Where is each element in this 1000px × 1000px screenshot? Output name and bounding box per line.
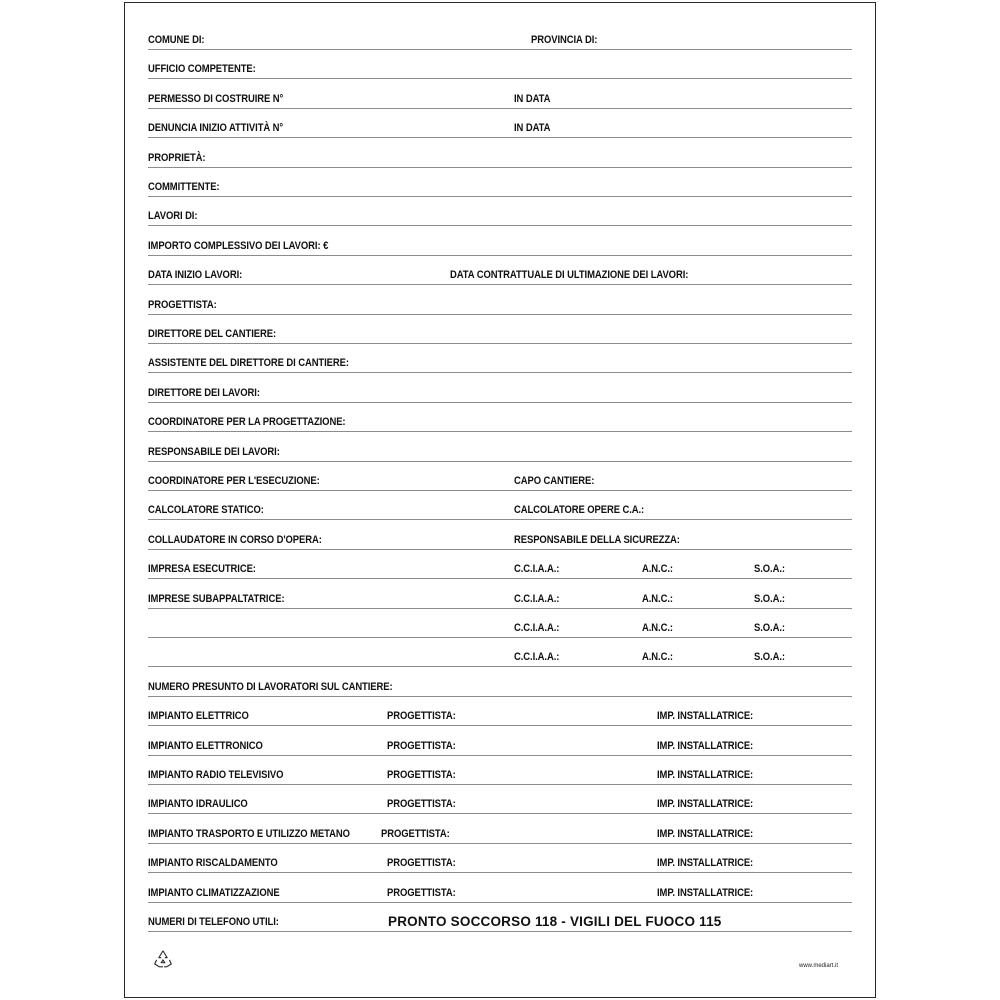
- form-row: [148, 795, 852, 814]
- field-label: CALCOLATORE STATICO:: [148, 504, 264, 517]
- form-row: [148, 825, 852, 844]
- field-label: RESPONSABILE DELLA SICUREZZA:: [514, 533, 680, 546]
- field-label: PERMESSO DI COSTRUIRE N°: [148, 92, 284, 105]
- phone-label: NUMERI DI TELEFONO UTILI:: [148, 916, 279, 928]
- field-label: C.C.I.A.A.:: [514, 622, 560, 634]
- field-label: IMP. INSTALLATRICE:: [657, 827, 754, 840]
- form-row: [148, 60, 852, 79]
- field-label: PROGETTISTA:: [387, 739, 456, 752]
- form-row: [148, 384, 852, 403]
- field-label: IMPIANTO CLIMATIZZAZIONE: [148, 886, 280, 899]
- form-row: [148, 266, 852, 285]
- form-row: [148, 413, 852, 432]
- form-row: [148, 90, 852, 109]
- field-label: PROGETTISTA:: [381, 827, 450, 840]
- form-row: [148, 737, 852, 756]
- field-label: S.O.A.:: [754, 622, 785, 634]
- field-label: DENUNCIA INIZIO ATTIVITÀ N°: [148, 122, 284, 135]
- field-label: IMP. INSTALLATRICE:: [657, 710, 754, 723]
- field-label: COMMITTENTE:: [148, 181, 220, 193]
- field-label: ASSISTENTE DEL DIRETTORE DI CANTIERE:: [148, 357, 349, 370]
- form-row: [148, 149, 852, 168]
- field-label: LAVORI DI:: [148, 210, 198, 223]
- field-label: C.C.I.A.A.:: [514, 563, 560, 576]
- field-label: PROVINCIA DI:: [531, 34, 598, 46]
- field-label: DIRETTORE DEI LAVORI:: [148, 386, 260, 399]
- field-label: RESPONSABILE DEI LAVORI:: [148, 445, 280, 458]
- field-label: DATA CONTRATTUALE DI ULTIMAZIONE DEI LAVORI:: [450, 269, 689, 282]
- field-label: IMPRESA ESECUTRICE:: [148, 563, 256, 576]
- field-label: A.N.C.:: [642, 592, 673, 605]
- field-label: PROGETTISTA:: [387, 769, 456, 781]
- field-label: PROGETTISTA:: [148, 298, 217, 311]
- form-row: [148, 884, 852, 903]
- form-row: [148, 531, 852, 550]
- field-label: IMP. INSTALLATRICE:: [657, 769, 754, 781]
- form-row: [148, 766, 852, 785]
- field-label: PROPRIETÀ:: [148, 151, 206, 164]
- field-label: A.N.C.:: [642, 563, 673, 576]
- field-label: PROGETTISTA:: [387, 886, 456, 899]
- field-label: S.O.A.:: [754, 563, 785, 576]
- field-label: IMP. INSTALLATRICE:: [657, 739, 754, 752]
- form-row: [148, 178, 852, 197]
- form-row: [148, 237, 852, 256]
- emergency-numbers-row: [148, 913, 852, 932]
- field-label: CAPO CANTIERE:: [514, 475, 595, 487]
- field-label: COMUNE DI:: [148, 34, 205, 46]
- form-row: [148, 119, 852, 138]
- field-label: IMPIANTO IDRAULICO: [148, 798, 248, 811]
- field-label: IMPIANTO RADIO TELEVISIVO: [148, 769, 284, 781]
- form-row: [148, 472, 852, 491]
- field-label: A.N.C.:: [642, 651, 673, 664]
- field-label: IMPIANTO ELETTRONICO: [148, 739, 263, 752]
- form-row: [148, 648, 852, 667]
- field-label: IMP. INSTALLATRICE:: [657, 886, 754, 899]
- form-row: [148, 325, 852, 344]
- field-label: DATA INIZIO LAVORI:: [148, 269, 243, 282]
- form-row: [148, 443, 852, 462]
- field-label: PROGETTISTA:: [387, 798, 456, 811]
- field-label: IN DATA: [514, 122, 551, 135]
- form-row: [148, 619, 852, 638]
- field-label: NUMERO PRESUNTO DI LAVORATORI SUL CANTIERE:: [148, 680, 393, 693]
- field-label: C.C.I.A.A.:: [514, 592, 560, 605]
- field-label: C.C.I.A.A.:: [514, 651, 560, 664]
- field-label: IMPORTO COMPLESSIVO DEI LAVORI: €: [148, 239, 329, 252]
- field-label: S.O.A.:: [754, 651, 785, 664]
- field-label: S.O.A.:: [754, 592, 785, 605]
- form-row: [148, 854, 852, 873]
- field-label: IMP. INSTALLATRICE:: [657, 798, 754, 811]
- field-label: COORDINATORE PER L'ESECUZIONE:: [148, 475, 320, 487]
- field-label: IMPRESE SUBAPPALTATRICE:: [148, 592, 285, 605]
- field-label: IMP. INSTALLATRICE:: [657, 857, 754, 870]
- website-url: www.mediart.it: [799, 963, 839, 969]
- field-label: CALCOLATORE OPERE C.A.:: [514, 504, 645, 517]
- form-row: [148, 207, 852, 226]
- field-label: PROGETTISTA:: [387, 857, 456, 870]
- recycle-icon: [152, 948, 174, 970]
- form-row: [148, 354, 852, 373]
- field-label: IMPIANTO TRASPORTO E UTILIZZO METANO: [148, 827, 350, 840]
- emergency-numbers: PRONTO SOCCORSO 118 - VIGILI DEL FUOCO 115: [388, 914, 722, 929]
- form-row: [148, 707, 852, 726]
- form-row: [148, 590, 852, 609]
- field-label: IMPIANTO ELETTRICO: [148, 710, 249, 723]
- form-row: [148, 31, 852, 50]
- field-label: COLLAUDATORE IN CORSO D'OPERA:: [148, 533, 322, 546]
- field-label: UFFICIO COMPETENTE:: [148, 63, 256, 76]
- form-row: [148, 678, 852, 697]
- field-label: PROGETTISTA:: [387, 710, 456, 723]
- field-label: A.N.C.:: [642, 622, 673, 634]
- field-label: DIRETTORE DEL CANTIERE:: [148, 328, 277, 340]
- form-row: [148, 501, 852, 520]
- field-label: IN DATA: [514, 92, 551, 105]
- field-label: COORDINATORE PER LA PROGETTAZIONE:: [148, 416, 346, 429]
- field-label: IMPIANTO RISCALDAMENTO: [148, 857, 278, 870]
- form-row: [148, 560, 852, 579]
- form-row: [148, 296, 852, 315]
